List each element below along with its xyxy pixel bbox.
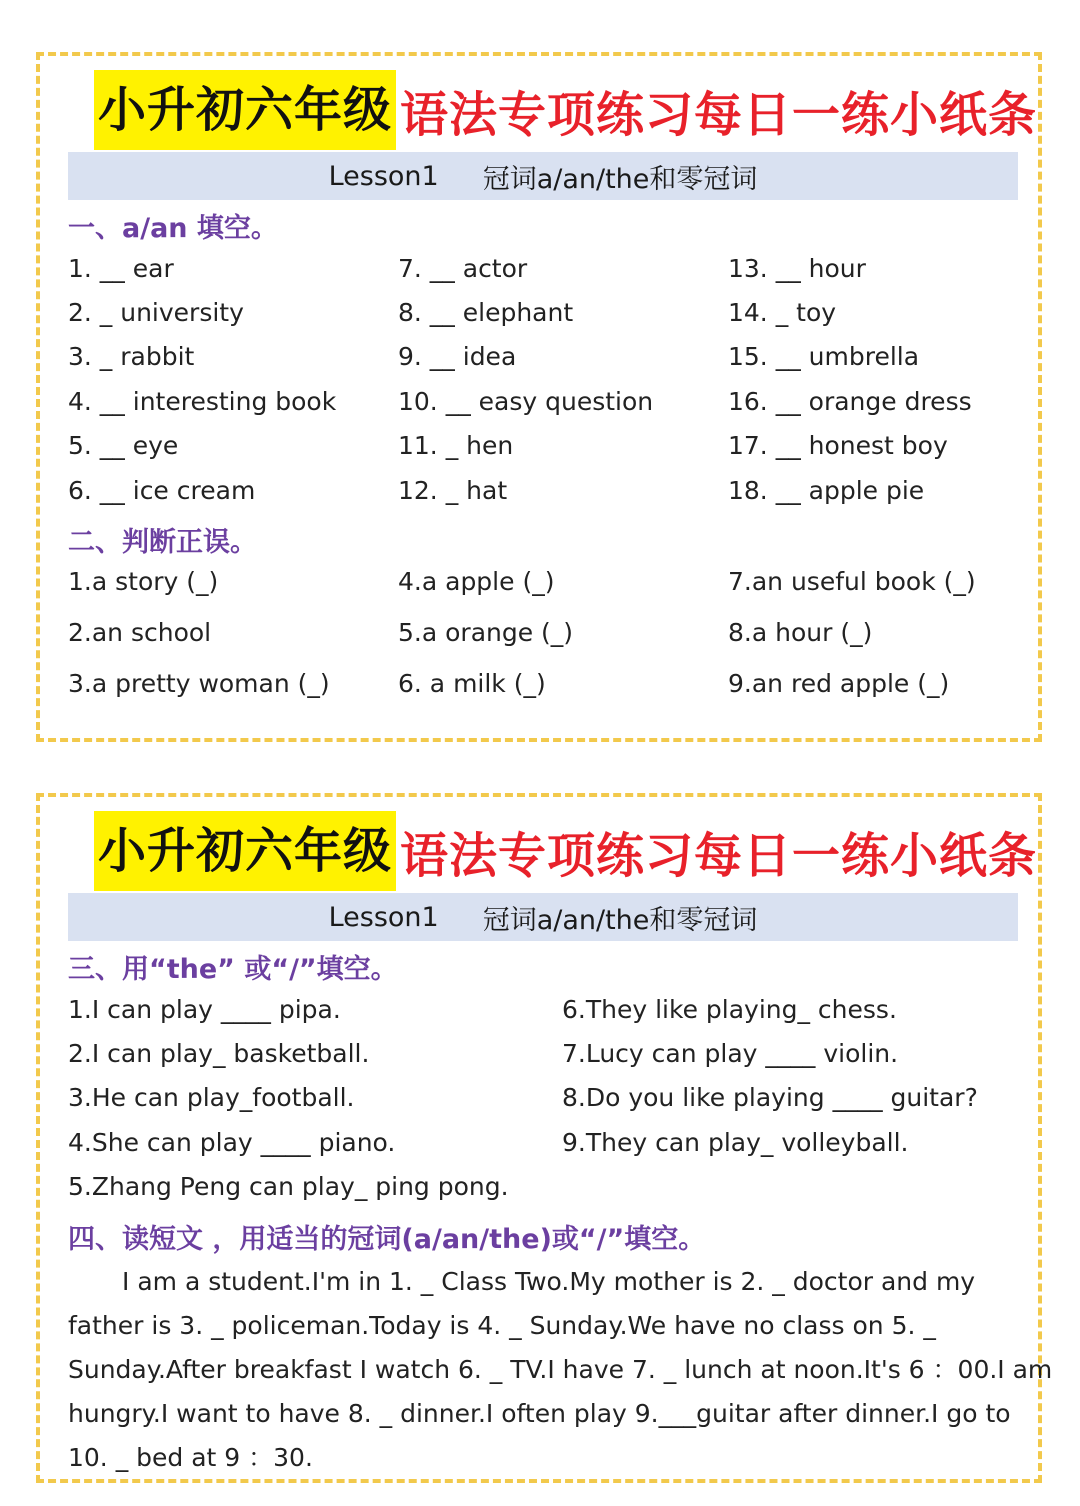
list-item: 2.an school [68, 618, 212, 647]
lesson-banner [68, 152, 1018, 200]
list-item: 17. __ honest boy [728, 431, 948, 460]
list-item: 10. __ easy question [398, 387, 654, 416]
lesson-number: Lesson1 [328, 160, 439, 192]
lesson-topic: 冠词a/an/the和零冠词 [482, 904, 758, 936]
passage-line: 10. _ bed at 9 ：30. [68, 1443, 313, 1472]
section2-heading: 二、判断正误。 [68, 527, 257, 558]
worksheet-card-2 [36, 793, 1053, 1483]
list-item: 3.a pretty woman (_) [68, 669, 330, 698]
passage-line: I am a student.I'm in 1. _ Class Two.My mother is 2. _ doctor and my [122, 1267, 976, 1296]
list-item: 8.Do you like playing ____ guitar? [562, 1083, 978, 1112]
list-item: 14. _ toy [728, 298, 837, 327]
list-item: 8. __ elephant [398, 298, 574, 327]
title-highlight: 小升初六年级 [94, 811, 396, 891]
title-rest: 语法专项练习每日一练小纸条 [400, 827, 1038, 884]
passage-line: hungry.I want to have 8. _ dinner.I often play 9.___guitar after dinner.I go to [68, 1399, 1011, 1428]
worksheet-title [94, 811, 1037, 891]
list-item: 9.They can play_ volleyball. [562, 1128, 909, 1157]
list-item: 9. __ idea [398, 342, 517, 371]
lesson-number: Lesson1 [328, 901, 439, 933]
list-item: 2.I can play_ basketball. [68, 1039, 370, 1068]
list-item: 11. _ hen [398, 431, 514, 460]
list-item: 1.I can play ____ pipa. [68, 995, 341, 1024]
list-item: 6. __ ice cream [68, 476, 256, 505]
list-item: 4.a apple (_) [398, 567, 555, 596]
lesson-banner [68, 893, 1018, 941]
passage-line: Sunday.After breakfast I watch 6. _ TV.I have 7. _ lunch at noon.It's 6 ：00.I am [68, 1355, 1053, 1384]
list-item: 15. __ umbrella [728, 342, 920, 371]
list-item: 6. a milk (_) [398, 669, 546, 698]
list-item: 12. _ hat [398, 476, 508, 505]
list-item: 7.an useful book (_) [728, 567, 976, 596]
list-item: 5.Zhang Peng can play_ ping pong. [68, 1172, 509, 1201]
list-item: 4.She can play ____ piano. [68, 1128, 396, 1157]
list-item: 18. __ apple pie [728, 476, 925, 505]
list-item: 3.He can play_football. [68, 1083, 355, 1112]
list-item: 8.a hour (_) [728, 618, 873, 647]
section1-heading: 一、a/an 填空。 [68, 213, 278, 244]
list-item: 5.a orange (_) [398, 618, 574, 647]
section3-heading: 三、用“the” 或“/”填空。 [68, 954, 398, 985]
list-item: 5. __ eye [68, 431, 179, 460]
list-item: 6.They like playing_ chess. [562, 995, 897, 1024]
list-item: 4. __ interesting book [68, 387, 337, 416]
list-item: 7.Lucy can play ____ violin. [562, 1039, 899, 1068]
worksheet-title [94, 70, 1037, 150]
list-item: 2. _ university [68, 298, 244, 327]
worksheet-card-1 [36, 52, 1042, 742]
title-rest: 语法专项练习每日一练小纸条 [400, 86, 1038, 143]
passage-line: father is 3. _ policeman.Today is 4. _ Sunday.We have no class on 5. _ [68, 1311, 936, 1340]
list-item: 7. __ actor [398, 254, 528, 283]
reading-passage [68, 1260, 1053, 1480]
list-item: 3. _ rabbit [68, 342, 195, 371]
list-item: 1. __ ear [68, 254, 174, 283]
list-item: 1.a story (_) [68, 567, 219, 596]
lesson-topic: 冠词a/an/the和零冠词 [482, 163, 758, 195]
section4-heading: 四、读短文 ，用适当的冠词(a/an/the)或“/”填空。 [68, 1224, 706, 1255]
list-item: 16. __ orange dress [728, 387, 972, 416]
list-item: 9.an red apple (_) [728, 669, 950, 698]
list-item: 13. __ hour [728, 254, 866, 283]
title-highlight: 小升初六年级 [94, 70, 396, 150]
